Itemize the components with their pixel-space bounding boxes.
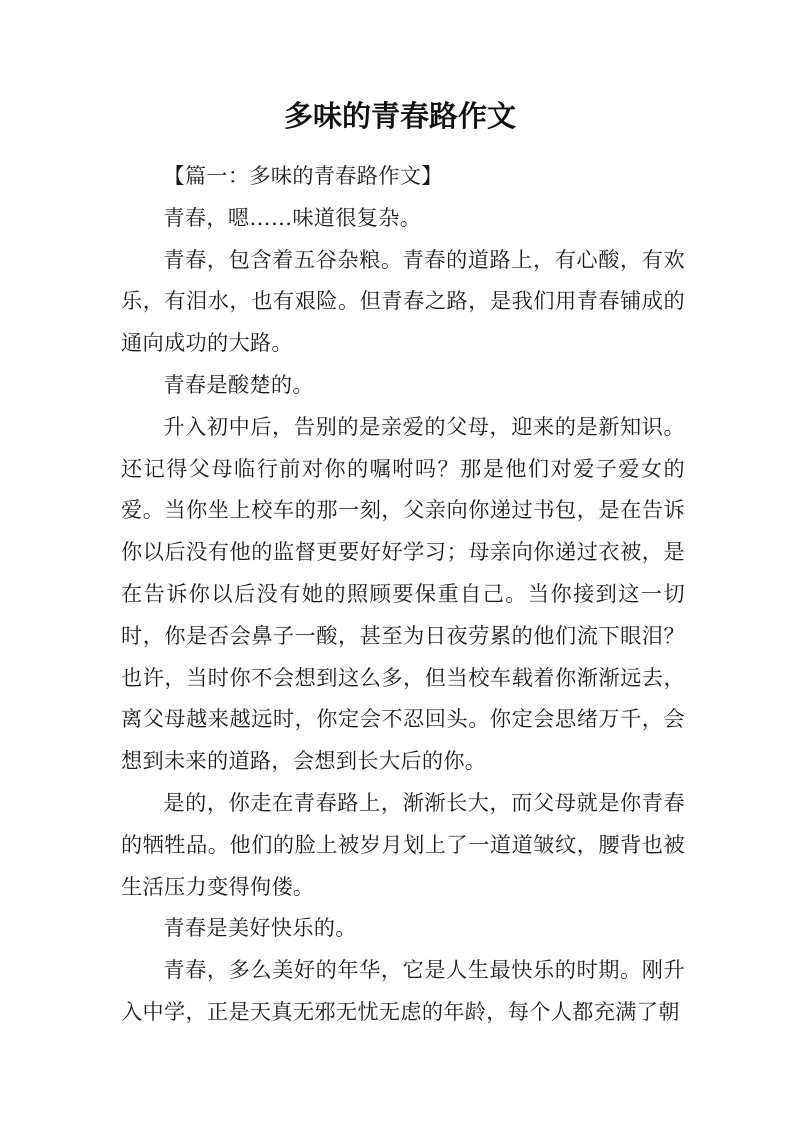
paragraph: 青春，嗯……味道很复杂。 bbox=[163, 204, 422, 230]
document-body bbox=[121, 155, 685, 1033]
paragraph: 青春是美好快乐的。 bbox=[163, 915, 357, 941]
paragraph: 青春是酸楚的。 bbox=[163, 371, 314, 397]
paragraph: 青春，多么美好的年华，它是人生最快乐的时期。刚升入中学，正是天真无邪无忧无虑的年龄，每个人都充满了朝 bbox=[121, 957, 685, 1024]
paragraph-section-heading: 【篇一：多味的青春路作文】 bbox=[163, 163, 443, 188]
paragraph: 青春，包含着五谷杂粮。青春的道路上，有心酸，有欢乐，有泪水，也有艰险。但青春之路，是我们用青春铺成的通向成功的大路。 bbox=[121, 246, 685, 356]
paragraph: 升入初中后，告别的是亲爱的父母，迎来的是新知识。还记得父母临行前对你的嘱咐吗？那是他们对爱子爱女的爱。当你坐上校车的那一刻，父亲向你递过书包，是在告诉你以后没有他的监督更要好好学习；母亲向你递过衣被，是在告诉你以后没有她的照顾要保重自己。当你接到这一切时，你是否会鼻子一酸，甚至为日夜劳累的他们流下眼泪？也许，当时你不会想到这么多，但当校车载着你渐渐远去，离父母越来越远时，你定会不忍回头。你定会思绪万千，会想到未来的道路，会想到长大后的你。 bbox=[121, 413, 685, 774]
document-title: 多味的青春路作文 bbox=[283, 99, 516, 133]
paragraph: 是的，你走在青春路上，渐渐长大，而父母就是你青春的牺牲品。他们的脸上被岁月划上了一道道皱纹，腰背也被生活压力变得佝偻。 bbox=[121, 789, 685, 899]
